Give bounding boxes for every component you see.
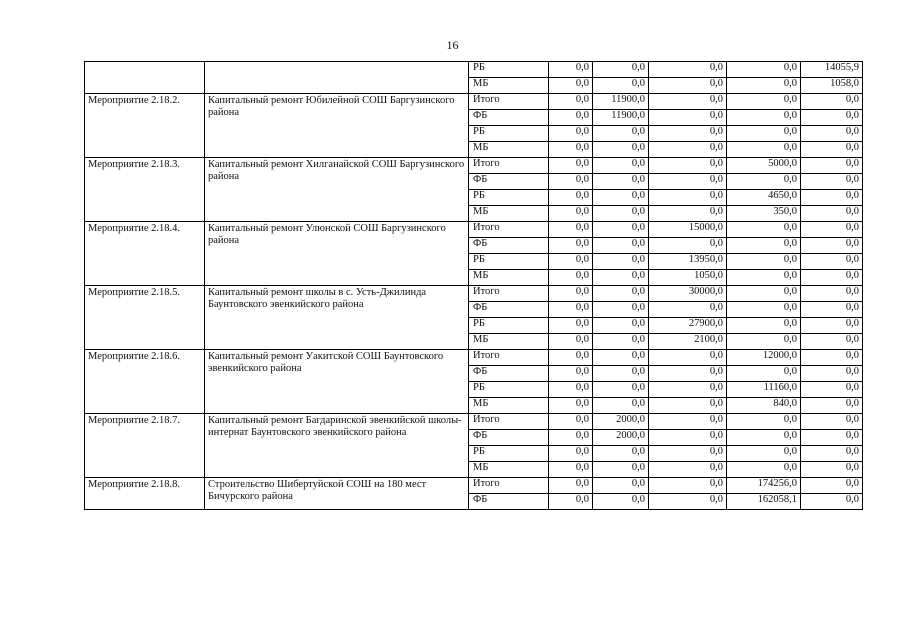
amount-cell: 0,0 (593, 238, 649, 254)
budget-table (84, 61, 863, 510)
amount-cell: 0,0 (801, 430, 863, 446)
amount-cell: 0,0 (649, 446, 727, 462)
amount-cell: 0,0 (727, 78, 801, 94)
amount-cell: 1058,0 (801, 78, 863, 94)
measure-title: Строительство Шибертуйской СОШ на 180 мест Бичурского района (205, 478, 469, 510)
amount-cell: 0,0 (549, 350, 593, 366)
funding-source: ФБ (469, 302, 549, 318)
funding-source: РБ (469, 62, 549, 78)
amount-cell: 0,0 (549, 286, 593, 302)
amount-cell: 0,0 (649, 398, 727, 414)
amount-cell: 0,0 (593, 366, 649, 382)
amount-cell: 0,0 (727, 174, 801, 190)
amount-cell: 0,0 (549, 78, 593, 94)
measure-title: Капитальный ремонт Багдаринской эвенкийской школы-интернат Баунтовского эвенкийского района (205, 414, 469, 478)
funding-source: Итого (469, 158, 549, 174)
funding-source: МБ (469, 462, 549, 478)
amount-cell: 0,0 (549, 222, 593, 238)
amount-cell: 0,0 (593, 350, 649, 366)
measure-code: Мероприятие 2.18.5. (85, 286, 205, 350)
amount-cell: 0,0 (727, 270, 801, 286)
table-row (85, 222, 863, 238)
amount-cell: 0,0 (549, 110, 593, 126)
amount-cell: 0,0 (727, 366, 801, 382)
amount-cell: 174256,0 (727, 478, 801, 494)
funding-source: ФБ (469, 174, 549, 190)
amount-cell: 0,0 (649, 94, 727, 110)
funding-source: РБ (469, 254, 549, 270)
funding-source: Итого (469, 478, 549, 494)
table-row (85, 62, 863, 78)
amount-cell: 0,0 (549, 94, 593, 110)
amount-cell: 0,0 (549, 462, 593, 478)
funding-source: Итого (469, 94, 549, 110)
funding-source: МБ (469, 398, 549, 414)
funding-source: РБ (469, 446, 549, 462)
amount-cell: 840,0 (727, 398, 801, 414)
amount-cell: 0,0 (649, 430, 727, 446)
amount-cell: 0,0 (549, 446, 593, 462)
amount-cell: 0,0 (649, 110, 727, 126)
amount-cell: 0,0 (727, 446, 801, 462)
amount-cell: 0,0 (801, 350, 863, 366)
amount-cell: 0,0 (549, 398, 593, 414)
amount-cell: 4650,0 (727, 190, 801, 206)
measure-title: Капитальный ремонт Улюнской СОШ Баргузинского района (205, 222, 469, 286)
amount-cell: 0,0 (801, 222, 863, 238)
amount-cell: 0,0 (549, 158, 593, 174)
amount-cell: 0,0 (801, 446, 863, 462)
amount-cell: 0,0 (801, 94, 863, 110)
amount-cell: 0,0 (801, 238, 863, 254)
funding-source: РБ (469, 126, 549, 142)
amount-cell: 0,0 (649, 190, 727, 206)
funding-source: МБ (469, 142, 549, 158)
table-row (85, 158, 863, 174)
amount-cell: 0,0 (549, 318, 593, 334)
funding-source: ФБ (469, 430, 549, 446)
amount-cell: 0,0 (649, 414, 727, 430)
amount-cell: 0,0 (649, 462, 727, 478)
amount-cell: 5000,0 (727, 158, 801, 174)
amount-cell: 2100,0 (649, 334, 727, 350)
amount-cell: 13950,0 (649, 254, 727, 270)
amount-cell: 0,0 (801, 126, 863, 142)
page-number: 16 (446, 38, 459, 52)
amount-cell: 2000,0 (593, 414, 649, 430)
amount-cell: 0,0 (801, 110, 863, 126)
amount-cell: 27900,0 (649, 318, 727, 334)
measure-title-cell (205, 62, 469, 94)
funding-source: МБ (469, 334, 549, 350)
funding-source: ФБ (469, 110, 549, 126)
amount-cell: 0,0 (727, 238, 801, 254)
table-row (85, 94, 863, 110)
amount-cell: 0,0 (549, 142, 593, 158)
funding-source: ФБ (469, 494, 549, 510)
measure-code-cell (85, 62, 205, 94)
measure-title: Капитальный ремонт Хилганайской СОШ Баргузинского района (205, 158, 469, 222)
amount-cell: 0,0 (649, 142, 727, 158)
amount-cell: 0,0 (801, 286, 863, 302)
amount-cell: 0,0 (593, 270, 649, 286)
amount-cell: 0,0 (593, 446, 649, 462)
amount-cell: 0,0 (727, 286, 801, 302)
amount-cell: 0,0 (549, 62, 593, 78)
amount-cell: 0,0 (649, 302, 727, 318)
amount-cell: 0,0 (549, 414, 593, 430)
amount-cell: 11900,0 (593, 110, 649, 126)
amount-cell: 0,0 (801, 318, 863, 334)
amount-cell: 0,0 (801, 494, 863, 510)
amount-cell: 0,0 (801, 158, 863, 174)
amount-cell: 0,0 (801, 334, 863, 350)
amount-cell: 0,0 (549, 126, 593, 142)
amount-cell: 162058,1 (727, 494, 801, 510)
amount-cell: 0,0 (801, 190, 863, 206)
amount-cell: 0,0 (727, 126, 801, 142)
amount-cell: 0,0 (727, 254, 801, 270)
table-row (85, 478, 863, 494)
amount-cell: 0,0 (549, 190, 593, 206)
amount-cell: 12000,0 (727, 350, 801, 366)
funding-source: РБ (469, 318, 549, 334)
amount-cell: 2000,0 (593, 430, 649, 446)
amount-cell: 0,0 (727, 462, 801, 478)
amount-cell: 0,0 (593, 478, 649, 494)
amount-cell: 0,0 (593, 62, 649, 78)
amount-cell: 0,0 (593, 158, 649, 174)
amount-cell: 0,0 (649, 238, 727, 254)
funding-source: Итого (469, 414, 549, 430)
measure-title: Капитальный ремонт Юбилейной СОШ Баргузинского района (205, 94, 469, 158)
amount-cell: 0,0 (727, 62, 801, 78)
amount-cell: 0,0 (593, 190, 649, 206)
measure-code: Мероприятие 2.18.2. (85, 94, 205, 158)
amount-cell: 0,0 (801, 414, 863, 430)
amount-cell: 0,0 (727, 430, 801, 446)
amount-cell: 0,0 (593, 126, 649, 142)
amount-cell: 11160,0 (727, 382, 801, 398)
amount-cell: 0,0 (649, 382, 727, 398)
amount-cell: 0,0 (649, 350, 727, 366)
amount-cell: 0,0 (593, 382, 649, 398)
table-row (85, 350, 863, 366)
amount-cell: 0,0 (727, 302, 801, 318)
amount-cell: 0,0 (649, 206, 727, 222)
amount-cell: 0,0 (593, 78, 649, 94)
amount-cell: 0,0 (727, 94, 801, 110)
funding-source: ФБ (469, 238, 549, 254)
amount-cell: 0,0 (801, 254, 863, 270)
amount-cell: 0,0 (801, 206, 863, 222)
amount-cell: 11900,0 (593, 94, 649, 110)
amount-cell: 0,0 (649, 126, 727, 142)
amount-cell: 0,0 (549, 430, 593, 446)
amount-cell: 0,0 (549, 174, 593, 190)
amount-cell: 0,0 (649, 158, 727, 174)
amount-cell: 0,0 (549, 206, 593, 222)
amount-cell: 0,0 (801, 382, 863, 398)
amount-cell: 0,0 (593, 286, 649, 302)
measure-code: Мероприятие 2.18.8. (85, 478, 205, 510)
amount-cell: 0,0 (727, 110, 801, 126)
amount-cell: 0,0 (549, 334, 593, 350)
amount-cell: 0,0 (593, 302, 649, 318)
amount-cell: 1050,0 (649, 270, 727, 286)
amount-cell: 0,0 (593, 494, 649, 510)
funding-source: Итого (469, 222, 549, 238)
amount-cell: 0,0 (549, 302, 593, 318)
amount-cell: 30000,0 (649, 286, 727, 302)
amount-cell: 0,0 (801, 478, 863, 494)
amount-cell: 0,0 (801, 398, 863, 414)
amount-cell: 0,0 (727, 414, 801, 430)
amount-cell: 14055,9 (801, 62, 863, 78)
amount-cell: 0,0 (727, 142, 801, 158)
amount-cell: 0,0 (549, 478, 593, 494)
measure-title: Капитальный ремонт Уакитской СОШ Баунтовского эвенкийского района (205, 350, 469, 414)
amount-cell: 15000,0 (649, 222, 727, 238)
amount-cell: 0,0 (549, 494, 593, 510)
amount-cell: 0,0 (593, 142, 649, 158)
funding-source: РБ (469, 190, 549, 206)
amount-cell: 0,0 (727, 222, 801, 238)
measure-code: Мероприятие 2.18.3. (85, 158, 205, 222)
amount-cell: 0,0 (649, 62, 727, 78)
measure-code: Мероприятие 2.18.6. (85, 350, 205, 414)
amount-cell: 0,0 (549, 366, 593, 382)
amount-cell: 0,0 (727, 334, 801, 350)
amount-cell: 0,0 (593, 206, 649, 222)
amount-cell: 0,0 (801, 462, 863, 478)
amount-cell: 0,0 (801, 174, 863, 190)
funding-source: РБ (469, 382, 549, 398)
amount-cell: 0,0 (649, 174, 727, 190)
table-row (85, 286, 863, 302)
amount-cell: 0,0 (549, 382, 593, 398)
amount-cell: 0,0 (593, 254, 649, 270)
amount-cell: 0,0 (549, 270, 593, 286)
amount-cell: 0,0 (801, 142, 863, 158)
amount-cell: 0,0 (727, 318, 801, 334)
funding-source: МБ (469, 270, 549, 286)
measure-title: Капитальный ремонт школы в с. Усть-Джилинда Баунтовского эвенкийского района (205, 286, 469, 350)
amount-cell: 0,0 (649, 366, 727, 382)
measure-code: Мероприятие 2.18.4. (85, 222, 205, 286)
amount-cell: 0,0 (801, 366, 863, 382)
measure-code: Мероприятие 2.18.7. (85, 414, 205, 478)
funding-source: МБ (469, 206, 549, 222)
table-row (85, 414, 863, 430)
amount-cell: 0,0 (593, 398, 649, 414)
amount-cell: 0,0 (549, 254, 593, 270)
amount-cell: 0,0 (593, 318, 649, 334)
amount-cell: 0,0 (593, 174, 649, 190)
amount-cell: 0,0 (801, 270, 863, 286)
funding-source: Итого (469, 350, 549, 366)
amount-cell: 0,0 (649, 494, 727, 510)
amount-cell: 0,0 (593, 334, 649, 350)
amount-cell: 0,0 (649, 478, 727, 494)
amount-cell: 0,0 (593, 222, 649, 238)
amount-cell: 350,0 (727, 206, 801, 222)
funding-source: Итого (469, 286, 549, 302)
funding-source: МБ (469, 78, 549, 94)
amount-cell: 0,0 (593, 462, 649, 478)
funding-source: ФБ (469, 366, 549, 382)
amount-cell: 0,0 (549, 238, 593, 254)
amount-cell: 0,0 (649, 78, 727, 94)
amount-cell: 0,0 (801, 302, 863, 318)
